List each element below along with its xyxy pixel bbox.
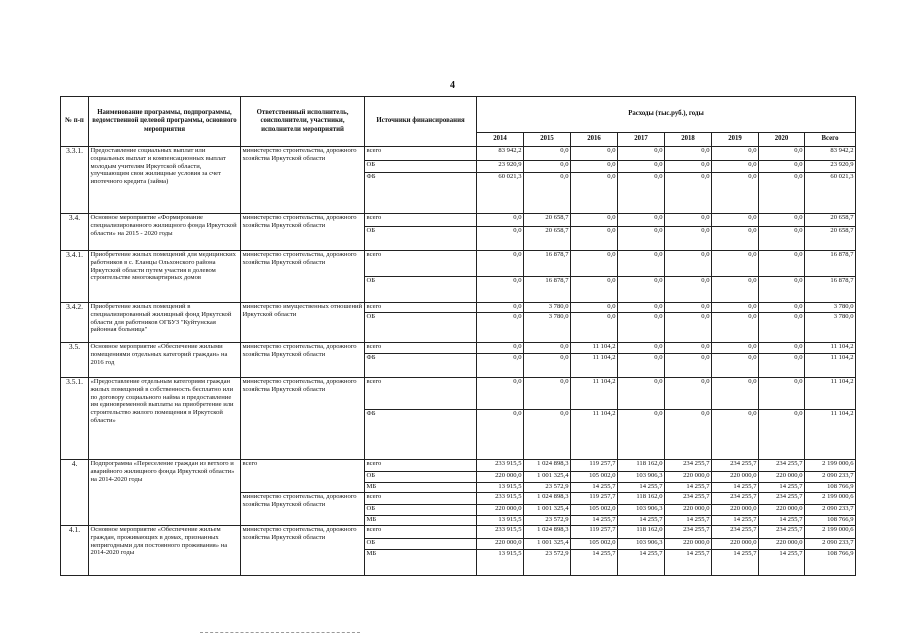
amount-cell: 0,0 <box>477 343 524 354</box>
amount-cell: 0,0 <box>571 251 618 277</box>
funding-source: ОБ <box>365 227 477 251</box>
amount-cell: 14 255,7 <box>618 516 665 526</box>
amount-cell: 0,0 <box>759 173 805 214</box>
amount-cell: 0,0 <box>618 147 665 161</box>
amount-cell: 0,0 <box>477 277 524 303</box>
amount-cell: 60 021,3 <box>805 173 856 214</box>
amount-cell: 0,0 <box>477 313 524 343</box>
amount-cell: 0,0 <box>759 161 805 173</box>
item-responsible: министерство строительства, дорожного хозяйства Иркутской области <box>241 378 365 460</box>
funding-source: МБ <box>365 516 477 526</box>
amount-cell: 220 000,0 <box>759 505 805 516</box>
funding-source: ОБ <box>365 472 477 483</box>
amount-cell: 0,0 <box>665 277 712 303</box>
amount-cell: 0,0 <box>665 147 712 161</box>
funding-source: всего <box>365 343 477 354</box>
amount-cell: 105 002,0 <box>571 505 618 516</box>
amount-cell: 0,0 <box>712 354 759 378</box>
amount-cell: 11 104,2 <box>571 410 618 460</box>
amount-cell: 14 255,7 <box>712 550 759 576</box>
amount-cell: 0,0 <box>618 251 665 277</box>
amount-cell: 108 766,9 <box>805 550 856 576</box>
amount-cell: 0,0 <box>712 313 759 343</box>
page-edge-mark <box>200 632 360 633</box>
amount-cell: 0,0 <box>665 227 712 251</box>
amount-cell: 0,0 <box>477 303 524 313</box>
header-year: 2016 <box>571 133 618 147</box>
funding-source: ОБ <box>365 313 477 343</box>
amount-cell: 0,0 <box>712 161 759 173</box>
amount-cell: 83 942,2 <box>805 147 856 161</box>
amount-cell: 234 255,7 <box>759 460 805 472</box>
amount-cell: 3 780,0 <box>805 303 856 313</box>
funding-source: МБ <box>365 550 477 576</box>
item-responsible: всего <box>241 460 365 493</box>
amount-cell: 13 915,5 <box>477 516 524 526</box>
table-row <box>61 460 856 472</box>
header-expenses: Расходы (тыс.руб.), годы <box>477 97 856 133</box>
funding-source: ОБ <box>365 539 477 550</box>
amount-cell: 0,0 <box>759 313 805 343</box>
amount-cell: 0,0 <box>571 303 618 313</box>
item-name: Приобретение жилых помещений в специализированный жилищный фонд Иркутской области для работников ОГБУЗ "Куйтунская районная больница" <box>89 303 241 343</box>
amount-cell: 220 000,0 <box>477 505 524 516</box>
amount-cell: 108 766,9 <box>805 483 856 493</box>
amount-cell: 60 021,3 <box>477 173 524 214</box>
amount-cell: 2 090 233,7 <box>805 539 856 550</box>
amount-cell: 119 257,7 <box>571 493 618 505</box>
item-responsible: министерство имущественных отношений Иркутской области <box>241 303 365 343</box>
amount-cell: 0,0 <box>665 313 712 343</box>
amount-cell: 0,0 <box>524 343 571 354</box>
amount-cell: 16 878,7 <box>805 277 856 303</box>
amount-cell: 20 658,7 <box>524 227 571 251</box>
amount-cell: 0,0 <box>759 277 805 303</box>
amount-cell: 220 000,0 <box>477 472 524 483</box>
amount-cell: 14 255,7 <box>665 516 712 526</box>
funding-source: всего <box>365 460 477 472</box>
amount-cell: 0,0 <box>477 378 524 410</box>
amount-cell: 0,0 <box>524 173 571 214</box>
amount-cell: 3 780,0 <box>524 303 571 313</box>
item-name: Подпрограмма «Переселение граждан из ветхого и аварийного жилищного фонда Иркутской области» на 2014-2020 годы <box>89 460 241 526</box>
funding-source: ОБ <box>365 505 477 516</box>
budget-table <box>60 96 856 576</box>
amount-cell: 20 658,7 <box>805 227 856 251</box>
item-name: Предоставление социальных выплат или социальных выплат и компенсационных выплат молодым учителям Иркутской области, улучшающим свои жилищные условия за счет ипотечного кредита (займа) <box>89 147 241 214</box>
amount-cell: 0,0 <box>618 378 665 410</box>
funding-source: ОБ <box>365 277 477 303</box>
funding-source: ФБ <box>365 173 477 214</box>
amount-cell: 0,0 <box>477 354 524 378</box>
header-num: № п-п <box>61 97 89 147</box>
amount-cell: 14 255,7 <box>759 516 805 526</box>
amount-cell: 3 780,0 <box>524 313 571 343</box>
amount-cell: 0,0 <box>665 161 712 173</box>
amount-cell: 0,0 <box>618 161 665 173</box>
amount-cell: 0,0 <box>618 343 665 354</box>
amount-cell: 2 199 000,6 <box>805 526 856 539</box>
amount-cell: 0,0 <box>477 410 524 460</box>
amount-cell: 2 090 233,7 <box>805 472 856 483</box>
amount-cell: 0,0 <box>524 378 571 410</box>
amount-cell: 220 000,0 <box>759 539 805 550</box>
amount-cell: 220 000,0 <box>477 539 524 550</box>
header-name: Наименование программы, подпрограммы, ведомственной целевой программы, основного мероприятия <box>89 97 241 147</box>
amount-cell: 0,0 <box>665 354 712 378</box>
amount-cell: 0,0 <box>665 378 712 410</box>
amount-cell: 1 001 325,4 <box>524 505 571 516</box>
amount-cell: 14 255,7 <box>571 516 618 526</box>
amount-cell: 11 104,2 <box>571 343 618 354</box>
amount-cell: 0,0 <box>477 251 524 277</box>
amount-cell: 0,0 <box>759 251 805 277</box>
amount-cell: 0,0 <box>712 214 759 227</box>
amount-cell: 0,0 <box>712 378 759 410</box>
amount-cell: 23 572,9 <box>524 550 571 576</box>
amount-cell: 11 104,2 <box>571 378 618 410</box>
funding-source: всего <box>365 214 477 227</box>
amount-cell: 0,0 <box>618 173 665 214</box>
amount-cell: 2 090 233,7 <box>805 505 856 516</box>
funding-source: МБ <box>365 483 477 493</box>
amount-cell: 14 255,7 <box>618 550 665 576</box>
header-responsible: Ответственный исполнитель, соисполнители, участники, исполнители мероприятий <box>241 97 365 147</box>
amount-cell: 108 766,9 <box>805 516 856 526</box>
amount-cell: 1 001 325,4 <box>524 472 571 483</box>
amount-cell: 20 658,7 <box>524 214 571 227</box>
item-name: Приобретение жилых помещений для медицинских работников в с. Еланцы Ольхонского района Иркутской области путем участия в долевом строительстве многоквартирных домов <box>89 251 241 303</box>
amount-cell: 0,0 <box>712 147 759 161</box>
amount-cell: 14 255,7 <box>571 550 618 576</box>
amount-cell: 234 255,7 <box>759 526 805 539</box>
amount-cell: 0,0 <box>759 343 805 354</box>
amount-cell: 83 942,2 <box>477 147 524 161</box>
amount-cell: 14 255,7 <box>759 550 805 576</box>
amount-cell: 0,0 <box>618 277 665 303</box>
amount-cell: 234 255,7 <box>665 493 712 505</box>
amount-cell: 0,0 <box>524 354 571 378</box>
amount-cell: 0,0 <box>759 227 805 251</box>
item-responsible: министерство строительства, дорожного хозяйства Иркутской области <box>241 493 365 526</box>
amount-cell: 13 915,5 <box>477 550 524 576</box>
header-year: Всего <box>805 133 856 147</box>
amount-cell: 0,0 <box>571 161 618 173</box>
table-row <box>61 343 856 354</box>
amount-cell: 14 255,7 <box>712 516 759 526</box>
amount-cell: 0,0 <box>571 227 618 251</box>
amount-cell: 0,0 <box>665 251 712 277</box>
amount-cell: 16 878,7 <box>805 251 856 277</box>
amount-cell: 0,0 <box>524 147 571 161</box>
amount-cell: 0,0 <box>759 378 805 410</box>
amount-cell: 1 024 898,3 <box>524 526 571 539</box>
amount-cell: 0,0 <box>618 354 665 378</box>
amount-cell: 119 257,7 <box>571 526 618 539</box>
amount-cell: 11 104,2 <box>805 343 856 354</box>
amount-cell: 0,0 <box>665 410 712 460</box>
amount-cell: 119 257,7 <box>571 460 618 472</box>
amount-cell: 0,0 <box>618 313 665 343</box>
amount-cell: 13 915,5 <box>477 483 524 493</box>
amount-cell: 1 024 898,3 <box>524 493 571 505</box>
amount-cell: 118 162,0 <box>618 526 665 539</box>
amount-cell: 0,0 <box>759 410 805 460</box>
table-row <box>61 526 856 539</box>
item-code: 4. <box>61 460 89 526</box>
header-source: Источники финансирования <box>365 97 477 147</box>
item-code: 3.5.1. <box>61 378 89 460</box>
amount-cell: 11 104,2 <box>571 354 618 378</box>
table-row <box>61 147 856 161</box>
item-name: Основное мероприятие «Обеспечение жилыми помещениями отдельных категорий граждан» на 2016 год <box>89 343 241 378</box>
amount-cell: 0,0 <box>571 277 618 303</box>
funding-source: всего <box>365 251 477 277</box>
amount-cell: 11 104,2 <box>805 354 856 378</box>
funding-source: всего <box>365 526 477 539</box>
amount-cell: 0,0 <box>759 354 805 378</box>
amount-cell: 16 878,7 <box>524 251 571 277</box>
amount-cell: 105 002,0 <box>571 539 618 550</box>
amount-cell: 0,0 <box>665 303 712 313</box>
amount-cell: 0,0 <box>759 214 805 227</box>
amount-cell: 0,0 <box>571 214 618 227</box>
item-responsible: министерство строительства, дорожного хозяйства Иркутской области <box>241 526 365 576</box>
amount-cell: 234 255,7 <box>665 526 712 539</box>
amount-cell: 105 002,0 <box>571 472 618 483</box>
amount-cell: 0,0 <box>712 251 759 277</box>
amount-cell: 0,0 <box>712 227 759 251</box>
amount-cell: 234 255,7 <box>712 526 759 539</box>
item-code: 3.3.1. <box>61 147 89 214</box>
amount-cell: 234 255,7 <box>712 460 759 472</box>
amount-cell: 0,0 <box>665 173 712 214</box>
amount-cell: 0,0 <box>665 214 712 227</box>
amount-cell: 234 255,7 <box>759 493 805 505</box>
item-code: 3.4. <box>61 214 89 251</box>
amount-cell: 0,0 <box>759 303 805 313</box>
amount-cell: 2 199 000,6 <box>805 493 856 505</box>
funding-source: ОБ <box>365 161 477 173</box>
amount-cell: 0,0 <box>712 410 759 460</box>
amount-cell: 0,0 <box>524 410 571 460</box>
amount-cell: 220 000,0 <box>665 539 712 550</box>
item-responsible: министерство строительства, дорожного хозяйства Иркутской области <box>241 214 365 251</box>
header-row <box>61 97 856 133</box>
amount-cell: 23 572,9 <box>524 516 571 526</box>
header-year: 2017 <box>618 133 665 147</box>
amount-cell: 220 000,0 <box>665 472 712 483</box>
amount-cell: 103 906,3 <box>618 505 665 516</box>
header-year: 2015 <box>524 133 571 147</box>
amount-cell: 0,0 <box>571 147 618 161</box>
item-responsible: министерство строительства, дорожного хозяйства Иркутской области <box>241 147 365 214</box>
funding-source: всего <box>365 303 477 313</box>
amount-cell: 0,0 <box>618 303 665 313</box>
amount-cell: 14 255,7 <box>665 550 712 576</box>
amount-cell: 14 255,7 <box>759 483 805 493</box>
amount-cell: 0,0 <box>477 214 524 227</box>
page-number: 4 <box>450 80 455 91</box>
amount-cell: 0,0 <box>618 227 665 251</box>
amount-cell: 11 104,2 <box>805 410 856 460</box>
amount-cell: 0,0 <box>665 343 712 354</box>
amount-cell: 234 255,7 <box>665 460 712 472</box>
amount-cell: 2 199 000,6 <box>805 460 856 472</box>
amount-cell: 103 906,3 <box>618 472 665 483</box>
amount-cell: 1 001 325,4 <box>524 539 571 550</box>
amount-cell: 20 658,7 <box>805 214 856 227</box>
item-name: «Предоставление отдельным категориям граждан жилых помещений в собственность бесплатно или по договору социального найма и предоставление им единовременной выплаты на приобретение или строительство жилого помещения в Иркутской области» <box>89 378 241 460</box>
amount-cell: 0,0 <box>571 313 618 343</box>
amount-cell: 220 000,0 <box>759 472 805 483</box>
table-row <box>61 378 856 410</box>
amount-cell: 234 255,7 <box>712 493 759 505</box>
amount-cell: 0,0 <box>759 147 805 161</box>
amount-cell: 0,0 <box>618 410 665 460</box>
amount-cell: 233 915,5 <box>477 493 524 505</box>
item-responsible: министерство строительства, дорожного хозяйства Иркутской области <box>241 343 365 378</box>
amount-cell: 220 000,0 <box>712 505 759 516</box>
item-code: 4.1. <box>61 526 89 576</box>
amount-cell: 220 000,0 <box>712 539 759 550</box>
header-year: 2018 <box>665 133 712 147</box>
header-year: 2019 <box>712 133 759 147</box>
amount-cell: 0,0 <box>712 343 759 354</box>
amount-cell: 0,0 <box>571 173 618 214</box>
amount-cell: 118 162,0 <box>618 493 665 505</box>
amount-cell: 14 255,7 <box>618 483 665 493</box>
funding-source: ФБ <box>365 410 477 460</box>
funding-source: всего <box>365 493 477 505</box>
amount-cell: 23 920,9 <box>477 161 524 173</box>
item-code: 3.4.2. <box>61 303 89 343</box>
funding-source: всего <box>365 147 477 161</box>
amount-cell: 3 780,0 <box>805 313 856 343</box>
amount-cell: 0,0 <box>618 214 665 227</box>
item-code: 3.5. <box>61 343 89 378</box>
amount-cell: 0,0 <box>477 227 524 251</box>
amount-cell: 0,0 <box>712 173 759 214</box>
amount-cell: 103 906,3 <box>618 539 665 550</box>
amount-cell: 1 024 898,3 <box>524 460 571 472</box>
amount-cell: 0,0 <box>524 161 571 173</box>
amount-cell: 14 255,7 <box>571 483 618 493</box>
amount-cell: 14 255,7 <box>665 483 712 493</box>
table-row <box>61 251 856 277</box>
table-body <box>61 147 856 576</box>
amount-cell: 220 000,0 <box>665 505 712 516</box>
amount-cell: 118 162,0 <box>618 460 665 472</box>
funding-source: всего <box>365 378 477 410</box>
table-row <box>61 214 856 227</box>
amount-cell: 233 915,5 <box>477 526 524 539</box>
amount-cell: 0,0 <box>712 277 759 303</box>
item-name: Основное мероприятие «Обеспечение жильем граждан, проживающих в домах, признанных непригодными для постоянного проживания» на 2014-2020 годы <box>89 526 241 576</box>
header-year: 2020 <box>759 133 805 147</box>
amount-cell: 23 920,9 <box>805 161 856 173</box>
item-responsible: министерство строительства, дорожного хозяйства Иркутской области <box>241 251 365 303</box>
amount-cell: 23 572,9 <box>524 483 571 493</box>
amount-cell: 233 915,5 <box>477 460 524 472</box>
funding-source: ФБ <box>365 354 477 378</box>
amount-cell: 220 000,0 <box>712 472 759 483</box>
amount-cell: 0,0 <box>712 303 759 313</box>
amount-cell: 11 104,2 <box>805 378 856 410</box>
header-year: 2014 <box>477 133 524 147</box>
item-code: 3.4.1. <box>61 251 89 303</box>
item-name: Основное мероприятие «Формирование специализированного жилищного фонда Иркутской области» на 2015 - 2020 годы <box>89 214 241 251</box>
amount-cell: 16 878,7 <box>524 277 571 303</box>
amount-cell: 14 255,7 <box>712 483 759 493</box>
table-row <box>61 303 856 313</box>
